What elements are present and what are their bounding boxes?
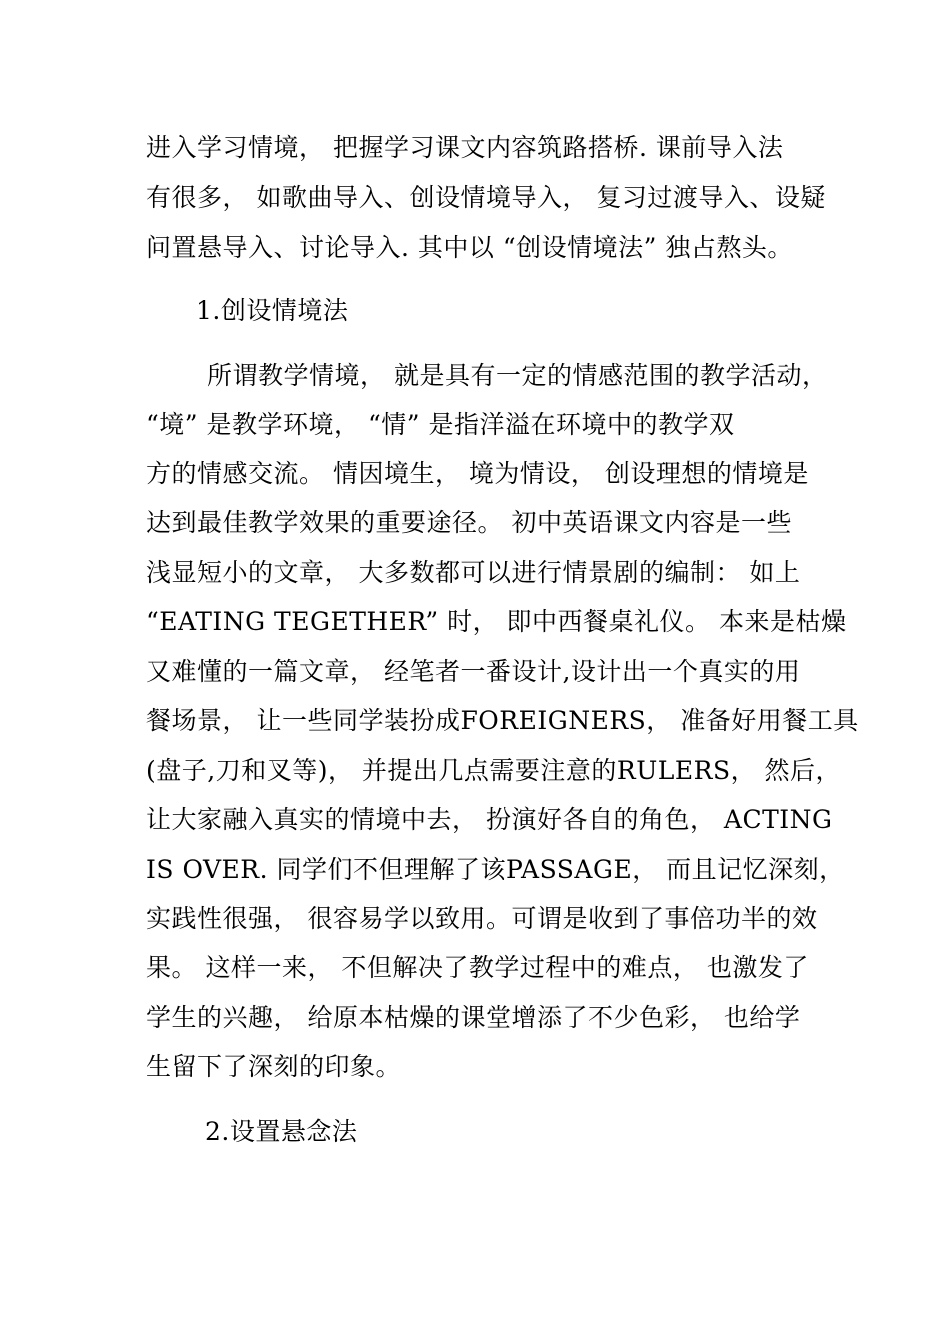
text-line: 让大家融入真实的情境中去， 扮演好各自的角色， ACTING [146, 805, 833, 834]
text-line: 方的情感交流。 情因境生， 境为情设， 创设理想的情境是 [146, 459, 809, 488]
text-line: 实践性很强， 很容易学以致用。可谓是收到了事倍功半的效 [146, 904, 818, 933]
text-line: 又难懂的一篇文章， 经笔者一番设计,设计出一个真实的用 [146, 657, 801, 686]
text-line: “境” 是教学环境， “情” 是指洋溢在环境中的教学双 [146, 410, 735, 439]
text-line: 生留下了深刻的印象。 [146, 1052, 402, 1081]
text-line: 所谓教学情境， 就是具有一定的情感范围的教学活动， [207, 361, 828, 390]
text-line: (盘子,刀和叉等)， 并提出几点需要注意的RULERS， 然后， [146, 756, 842, 785]
text-line: 浅显短小的文章， 大多数都可以进行情景剧的编制： 如上 [146, 558, 801, 587]
text-line: “EATING TEGETHER” 时， 即中西餐桌礼仪。 本来是枯燥 [146, 607, 847, 636]
text-line: 有很多， 如歌曲导入、创设情境导入， 复习过渡导入、设疑 [146, 183, 826, 212]
text-line: 问置悬导入、讨论导入. 其中以 “创设情境法” 独占熬头。 [146, 233, 793, 262]
text-line: 进入学习情境， 把握学习课文内容筑路搭桥. 课前导入法 [146, 133, 784, 162]
text-line: 学生的兴趣， 给原本枯燥的课堂增添了不少色彩， 也给学 [146, 1003, 801, 1032]
text-line: 果。 这样一来， 不但解决了教学过程中的难点， 也激发了 [146, 953, 809, 982]
text-line: IS OVER. 同学们不但理解了该PASSAGE， 而且记忆深刻， [146, 855, 845, 884]
text-line: 餐场景， 让一些同学装扮成FOREIGNERS， 准备好用餐工具 [146, 706, 859, 735]
section-heading-2: 2.设置悬念法 [205, 1117, 358, 1146]
text-line: 达到最佳教学效果的重要途径。 初中英语课文内容是一些 [146, 508, 792, 537]
section-heading-1: 1.创设情境法 [196, 296, 349, 325]
